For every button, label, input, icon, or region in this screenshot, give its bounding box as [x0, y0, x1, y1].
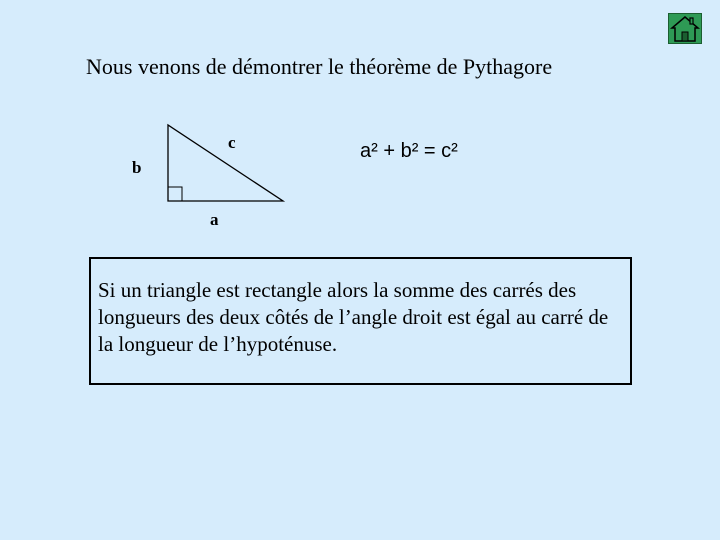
theorem-text: Si un triangle est rectangle alors la somme des carrés des longueurs des deux côtés de l’angle droit est égal au carré de la longueur de l’hypoténuse. [98, 278, 609, 356]
theorem-statement-box [89, 257, 632, 385]
home-icon [669, 14, 701, 43]
home-button[interactable] [668, 13, 702, 44]
side-label-a: a [210, 210, 219, 229]
pythagorean-formula: a² + b² = c² [360, 140, 458, 162]
right-angle-marker [168, 187, 182, 201]
right-triangle-figure [120, 118, 290, 208]
triangle-shape [168, 125, 283, 201]
side-label-b: b [132, 158, 142, 177]
page-title: Nous venons de démontrer le théorème de Pythagore [86, 54, 553, 79]
side-label-c: c [228, 133, 236, 152]
